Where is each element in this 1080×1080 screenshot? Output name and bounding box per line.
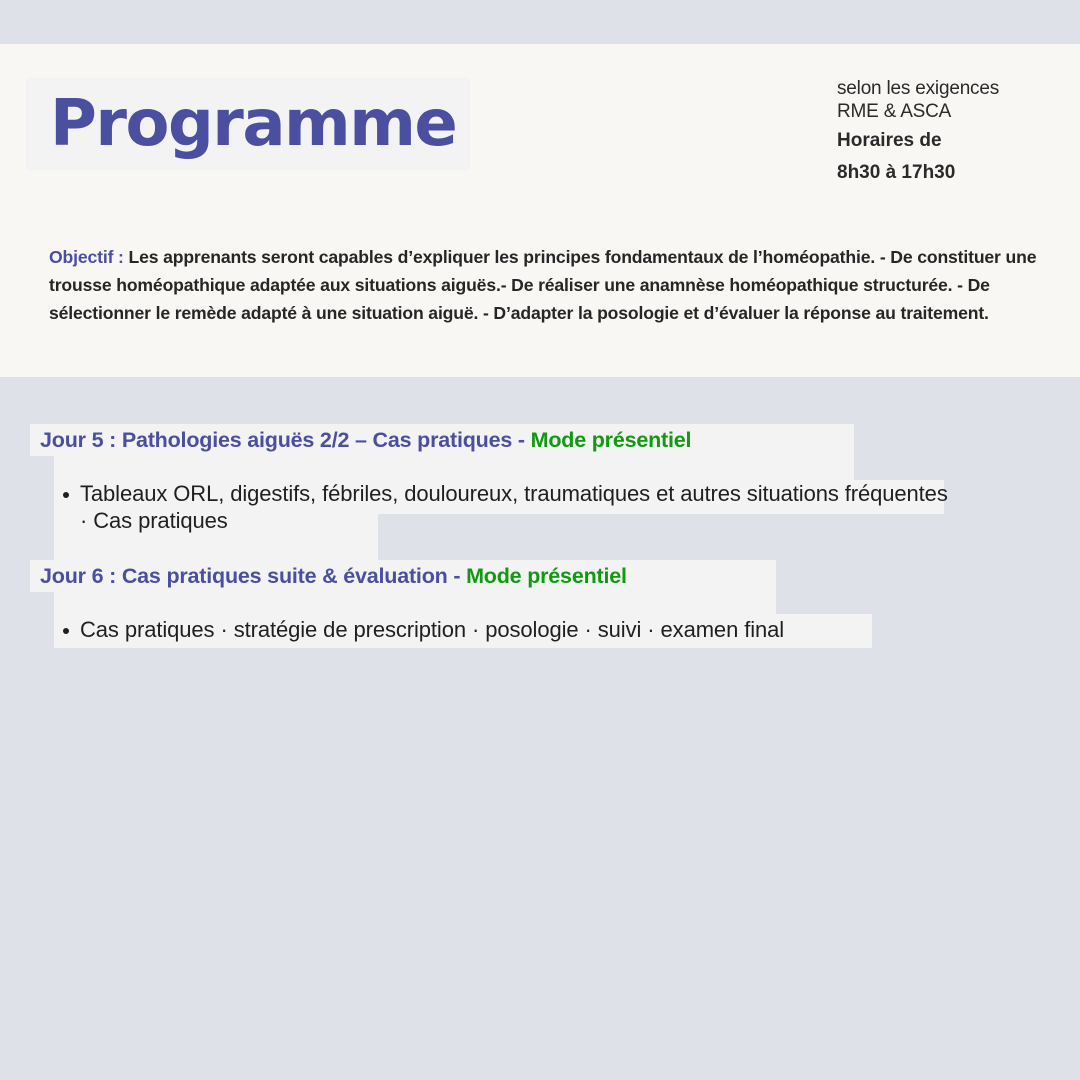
objective-label: Objectif : bbox=[49, 247, 124, 267]
day-5-item: Tableaux ORL, digestifs, fébriles, douloureux, traumatiques et autres situations fréquentes · Cas pratiques bbox=[80, 481, 948, 533]
hours-line-1: Horaires de bbox=[837, 130, 942, 151]
header-panel bbox=[0, 44, 1080, 377]
objective-paragraph bbox=[49, 243, 1064, 327]
requirements-line-2: RME & ASCA bbox=[837, 101, 952, 122]
day-5-item-bg-top bbox=[54, 456, 854, 480]
bullet-icon bbox=[63, 628, 69, 634]
requirements-line-1: selon les exigences bbox=[837, 78, 1000, 99]
bullet-icon bbox=[63, 492, 69, 498]
day-6-mode: Mode présentiel bbox=[466, 564, 627, 588]
day-6-item-bg-top bbox=[54, 592, 776, 614]
day-5-title: Jour 5 : Pathologies aiguës 2/2 – Cas pratiques - bbox=[40, 428, 531, 452]
hours-line-2: 8h30 à 17h30 bbox=[837, 162, 956, 183]
requirements-block bbox=[837, 77, 1067, 189]
day-6-title: Jour 6 : Cas pratiques suite & évaluation - bbox=[40, 564, 467, 588]
day-5-heading bbox=[30, 424, 854, 456]
day-6-heading bbox=[30, 560, 776, 592]
objective-text: Les apprenants seront capables d’expliquer les principes fondamentaux de l’homéopathie. - De constituer une trousse homéopathique adaptée aux situations aiguës.- De réaliser une anamnèse homéopathique structurée. - De sélectionner le remède adapté à une situation aiguë. - D’adapter la posologie et d’évaluer la réponse au traitement. bbox=[49, 247, 1037, 323]
day-5-mode: Mode présentiel bbox=[530, 428, 692, 452]
page-title: Programme bbox=[50, 87, 457, 161]
title-block bbox=[26, 78, 470, 170]
day-6-item: Cas pratiques · stratégie de prescription · posologie · suivi · examen final bbox=[80, 617, 785, 642]
